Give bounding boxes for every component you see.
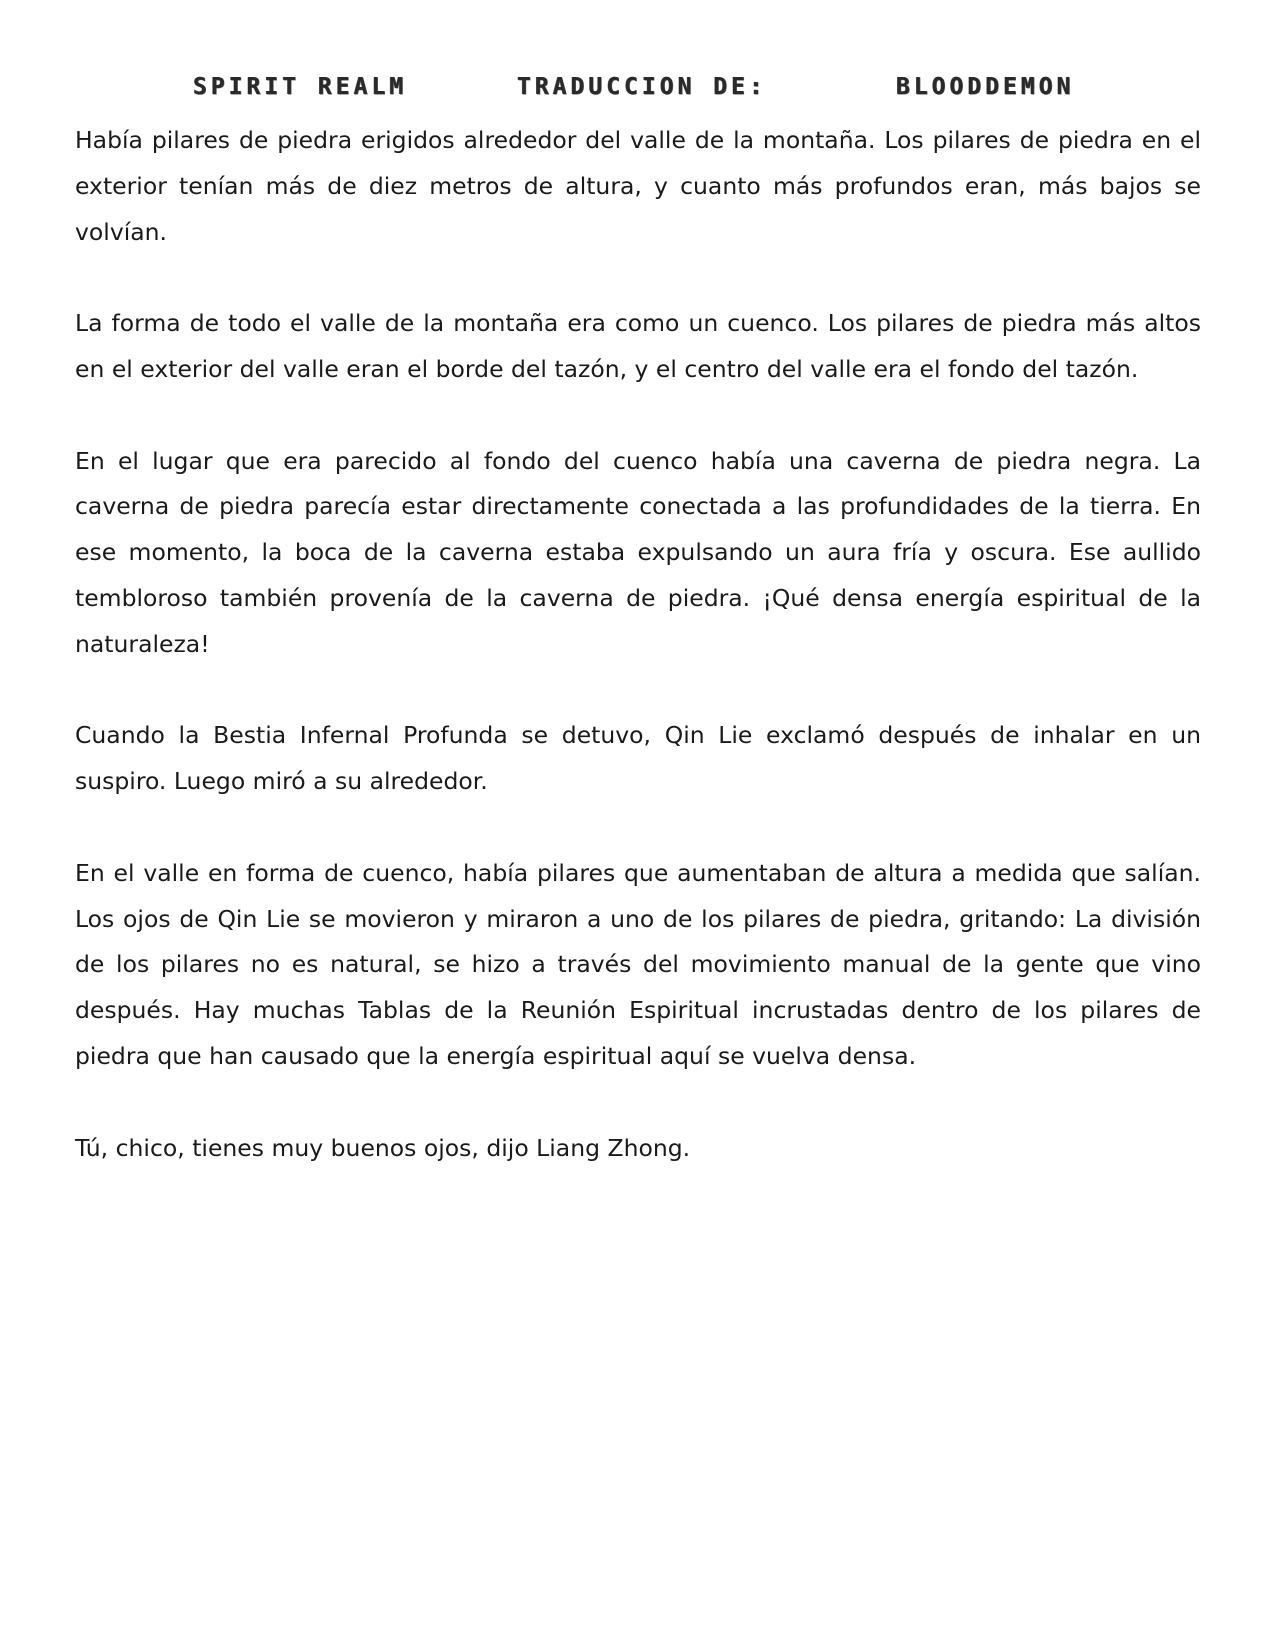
novel-title: SPIRIT REALM — [193, 74, 408, 100]
paragraph: La forma de todo el valle de la montaña era como un cuenco. Los pilares de piedra más altos en el exterior del valle eran el borde del tazón, y el centro del valle era el fondo del tazón. — [75, 309, 1201, 383]
paragraph: En el valle en forma de cuenco, había pilares que aumentaban de altura a medida que salían. Los ojos de Qin Lie se movieron y miraron a uno de los pilares de piedra, gritando: La división de los pilares no es natural, se hizo a través del movimiento manual de la gente que vino después. Hay muchas Tablas de la Reunión Espiritual incrustadas dentro de los pilares de piedra que han causado que la energía espiritual aquí se vuelva densa. — [75, 858, 1201, 1070]
paragraph: En el lugar que era parecido al fondo del cuenco había una caverna de piedra negra. La caverna de piedra parecía estar directamente conectada a las profundidades de la tierra. En ese momento, la boca de la caverna estaba expulsando un aura fría y oscura. Ese aullido tembloroso también provenía de la caverna de piedra. ¡Qué densa energía espiritual de la naturaleza! — [75, 446, 1201, 658]
paragraph: Tú, chico, tienes muy buenos ojos, dijo Liang Zhong. — [75, 1133, 691, 1162]
paragraph: Cuando la Bestia Infernal Profunda se detuvo, Qin Lie exclamó después de inhalar en un suspiro. Luego miró a su alrededor. — [75, 721, 1201, 796]
page-header — [0, 66, 1275, 106]
translator-name: BLOODDEMON — [896, 74, 1075, 100]
translation-label: TRADUCCION DE: — [517, 74, 767, 100]
chapter-text — [75, 118, 1201, 1217]
paragraph: Había pilares de piedra erigidos alrededor del valle de la montaña. Los pilares de piedra en el exterior tenían más de diez metros de altura, y cuanto más profundos eran, más bajos se volvían. — [75, 126, 1201, 246]
